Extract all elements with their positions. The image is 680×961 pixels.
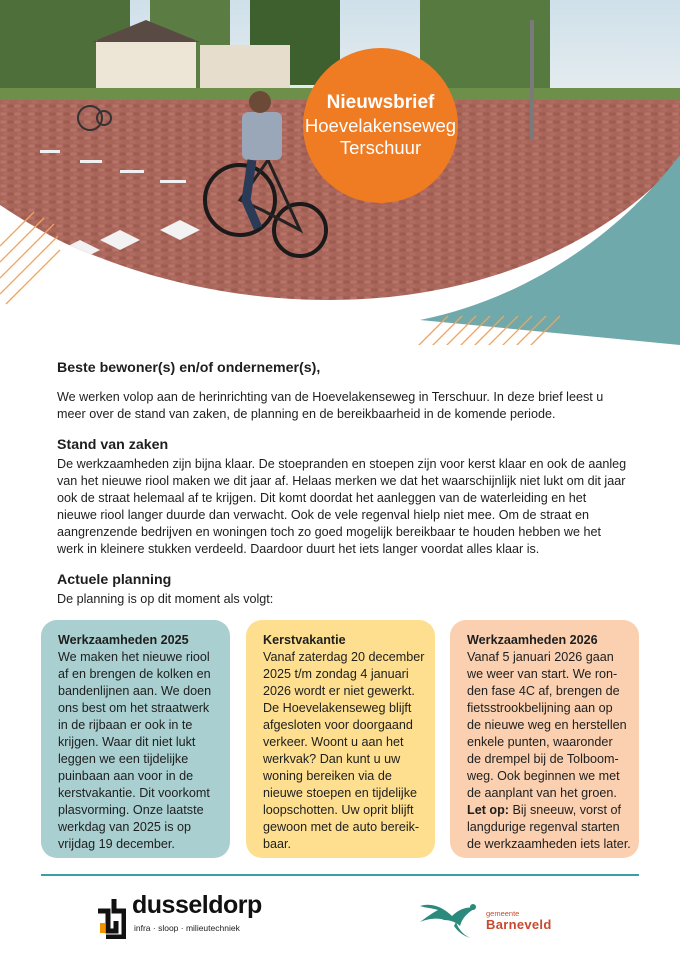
greeting: Beste bewoner(s) en/of ondernemer(s), bbox=[57, 360, 321, 376]
planning-heading: Actuele planning bbox=[57, 572, 172, 588]
dusseldorp-tagline: infra · sloop · milieutechniek bbox=[134, 923, 240, 933]
badge-street: Hoevelakenseweg bbox=[304, 114, 457, 136]
footer-divider bbox=[41, 874, 639, 876]
dusseldorp-logo bbox=[96, 891, 286, 941]
card-body-text: Vanaf 5 januari 2026 gaan we weer van start. We ron- den fase 4C af, brengen de fietsstrookbelijning aan op de nieuwe weg en herstellen enkele punten, waaronder de drempel bij de Tolboom- weg. Ook beginnen we met de aanplant van het groen. bbox=[467, 650, 627, 800]
gemeente-label: gemeente bbox=[486, 909, 520, 918]
card-work-2025 bbox=[41, 620, 230, 858]
barneveld-label: Barneveld bbox=[486, 917, 552, 932]
card-body bbox=[467, 649, 639, 853]
newsletter-badge bbox=[303, 48, 458, 203]
card-christmas-break bbox=[246, 620, 435, 858]
card-body: We maken het nieuwe riool af en brengen de kolken en bandenlijnen aan. We doen ons best om het straatwerk in de rijbaan er ook in te krijgen. Waar dit niet lukt leggen we een tijdelijke puinbaan aan voor in de kerstvakantie. Dit voorkomt plasvorming. Onze laatste werkdag van 2025 is op vrijdag 19 december. bbox=[58, 650, 212, 851]
hero-image bbox=[0, 0, 680, 345]
badge-town: Terschuur bbox=[339, 136, 422, 158]
card-body: Vanaf zaterdag 20 december 2025 t/m zondag 4 januari 2026 wordt er niet gewerkt. De Hoevelakenseweg blijft afgesloten voor doorgaand verkeer. Woont u aan het werkvak? Dan kunt u uw woning bereiken via de nieuwe stoepen en tijdelijke loopschotten. Uw oprit blijft gewoon met de auto bereik- baar. bbox=[263, 650, 425, 851]
dusseldorp-name: dusseldorp bbox=[132, 891, 262, 919]
gemeente-barneveld-logo bbox=[418, 896, 588, 940]
intro-paragraph: We werken volop aan de herinrichting van de Hoevelakenseweg in Terschuur. In deze brief leest u meer over de stand van zaken, de planning en de bereikbaarheid in de komende periode. bbox=[57, 390, 604, 421]
bird-emblem-icon bbox=[418, 896, 482, 940]
card-work-2026 bbox=[450, 620, 639, 858]
main-content bbox=[57, 360, 627, 621]
planning-cards bbox=[41, 620, 639, 858]
card-title: Werkzaamheden 2025 bbox=[58, 633, 189, 647]
card-title: Kerstvakantie bbox=[263, 633, 346, 647]
note-text: Bij sneeuw, vorst of langdurige regenval starten de werkzaamheden iets later. bbox=[467, 803, 631, 851]
status-paragraph: De werkzaamheden zijn bijna klaar. De stoepranden en stoepen zijn voor kerst klaar en ook de aanleg van het nieuwe riool maken we dit jaar af. Helaas merken we dat het waarschijnlijk niet lukt om dit jaar ook de straat helemaal af te krijgen. Dit komt doordat het aanleggen van de waterleiding en het nieuwe riool langer duurde dan verwacht. Ook de vele regenval hielp niet mee. Om de straat en aangrenzende bedrijven en woningen toch zo goed mogelijk bereikbaar te houden hebben we het werk in kleinere stukken verdeeld. Daardoor duurt het iets langer voordat alles klaar is. bbox=[57, 457, 627, 556]
status-heading: Stand van zaken bbox=[57, 437, 169, 453]
planning-subtext: De planning is op dit moment als volgt: bbox=[57, 592, 274, 606]
badge-title: Nieuwsbrief bbox=[326, 92, 435, 114]
note-label: Let op: bbox=[467, 803, 509, 817]
dusseldorp-mark-icon bbox=[96, 897, 126, 939]
card-title: Werkzaamheden 2026 bbox=[467, 633, 598, 647]
